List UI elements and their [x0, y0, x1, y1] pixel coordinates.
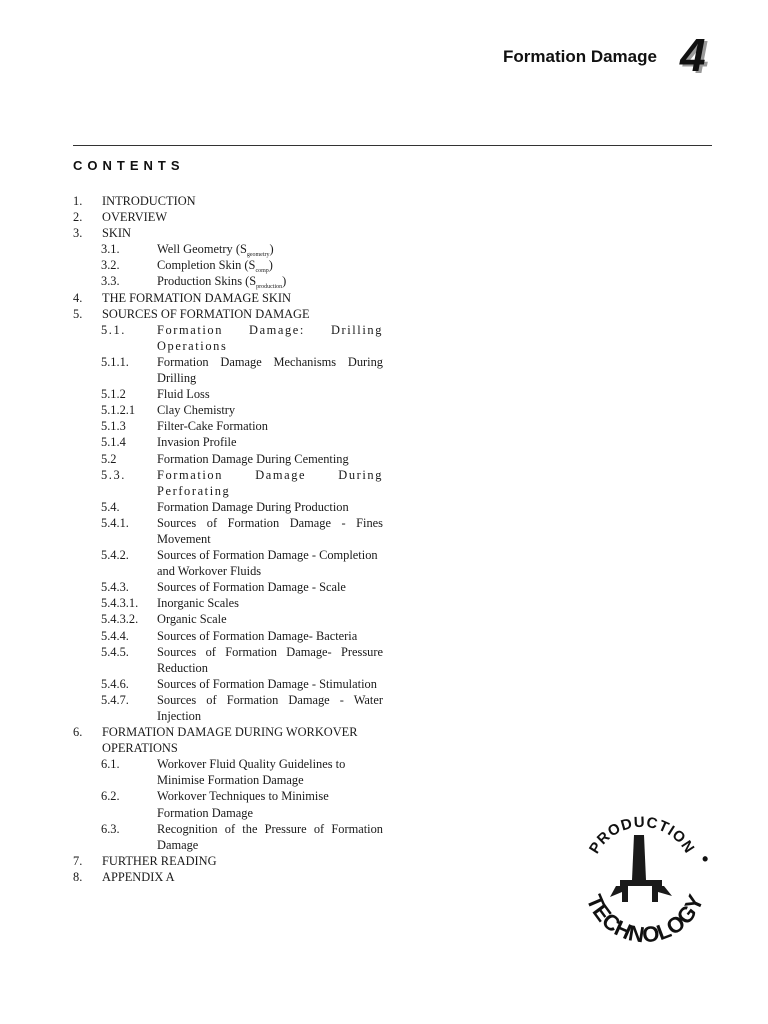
toc-entry-title: Sources of Formation Damage - Completion and Workover Fluids: [157, 548, 378, 579]
toc-entry-number: 7.: [73, 853, 83, 868]
toc-entry-title: OVERVIEW: [102, 210, 168, 225]
toc-entry-title: [157, 257, 383, 273]
toc-entry: [73, 644, 383, 676]
toc-entry: [73, 547, 383, 579]
toc-entry-suffix: ): [269, 242, 274, 257]
toc-entry-number: 5.1.2.1: [101, 403, 136, 418]
toc-entry-title: Sources of Formation Damage - Water Injection: [157, 692, 383, 723]
toc-entry-title: Clay Chemistry: [157, 403, 236, 418]
toc-entry-number: 5.4.5.: [101, 644, 129, 659]
toc-entry-title: FURTHER READING: [102, 853, 217, 868]
toc-entry-number: 2.: [73, 210, 83, 225]
toc-entry: [73, 692, 383, 724]
chapter-number: 4: [680, 29, 706, 81]
toc-entry-number: 3.1.: [101, 242, 120, 257]
toc-entry: [73, 451, 383, 467]
toc-entry-title: Organic Scale: [157, 612, 227, 627]
toc-entry-suffix: ): [282, 274, 287, 289]
toc-entry: [73, 354, 383, 386]
toc-entry-title: SOURCES OF FORMATION DAMAGE: [102, 306, 310, 321]
toc-entry: [73, 322, 383, 354]
toc-entry-number: 5.4.4.: [101, 628, 129, 643]
toc-entry-title: Formation Damage During Cementing: [157, 451, 349, 466]
toc-entry-title: INTRODUCTION: [102, 194, 196, 208]
toc-entry-number: 6.: [73, 725, 83, 740]
toc-entry-title: Filter-Cake Formation: [157, 419, 268, 434]
toc-entry: [73, 273, 383, 289]
toc-entry-number: 6.1.: [101, 757, 120, 772]
toc-entry-title: Workover Fluid Quality Guidelines to Minimise Formation Damage: [157, 757, 346, 788]
derrick-icon: [610, 835, 672, 902]
toc-entry: [73, 821, 383, 853]
toc-entry-number: 5.4.6.: [101, 676, 129, 691]
toc-entry-title: Formation Damage During Production: [157, 499, 349, 514]
toc-entry: [73, 257, 383, 273]
toc-entry: [73, 724, 383, 756]
toc-entry: [73, 499, 383, 515]
toc-entry-text: Completion Skin (S: [157, 258, 256, 273]
subscript: comp: [255, 268, 269, 275]
toc-entry-number: 5.4.7.: [101, 692, 129, 707]
toc-entry-number: 5.4.: [101, 499, 120, 514]
subscript: production: [256, 284, 283, 291]
toc-entry: [73, 595, 383, 611]
toc-entry-number: 3.2.: [101, 258, 120, 273]
svg-text:TECHNOLOGY: [582, 891, 709, 948]
logo-bottom-text: TECHNOLOGY: [581, 890, 709, 948]
toc-entry: [73, 241, 383, 257]
toc-entry-text: Well Geometry (S: [157, 242, 247, 257]
toc-entry-title: Formation Damage Mechanisms During Drilling: [157, 354, 383, 386]
toc-entry-title: Sources of Formation Damage - Stimulation: [157, 676, 377, 691]
toc-entry: [73, 467, 383, 499]
toc-entry-title: Formation Damage: Drilling Operations: [157, 322, 383, 353]
table-of-contents: [73, 193, 383, 885]
toc-entry-title: Inorganic Scales: [157, 596, 240, 611]
logo-top-text: PRODUCTION: [585, 813, 698, 857]
toc-entry: [73, 306, 383, 322]
toc-entry-number: 5.4.1.: [101, 515, 129, 530]
toc-entry-title: Fluid Loss: [157, 387, 210, 402]
toc-entry: [73, 676, 383, 692]
toc-entry: [73, 434, 383, 450]
toc-entry-number: 3.3.: [101, 274, 120, 289]
toc-entry-number: 5.1.3: [101, 419, 126, 434]
toc-entry: [73, 386, 383, 402]
toc-entry-title: Sources of Formation Damage- Bacteria: [157, 628, 358, 643]
toc-entry: [73, 402, 383, 418]
production-technology-logo: [570, 805, 720, 965]
toc-entry: [73, 756, 383, 788]
toc-entry-number: 6.2.: [101, 789, 120, 804]
header-title: Formation Damage: [503, 47, 657, 66]
toc-entry-title: THE FORMATION DAMAGE SKIN: [102, 290, 291, 305]
toc-entry-number: 1.: [73, 194, 83, 208]
toc-entry-number: 5.1.1.: [101, 354, 129, 369]
toc-entry: [73, 579, 383, 595]
header-rule: [73, 145, 712, 146]
toc-entry: [73, 628, 383, 644]
toc-entry-number: 5.4.3.2.: [101, 612, 139, 627]
toc-entry-number: 5.1.4: [101, 435, 126, 450]
toc-entry-number: 5.3.: [101, 467, 126, 482]
subscript: geometry: [246, 252, 270, 259]
toc-entry: [73, 225, 383, 241]
toc-entry-title: [157, 241, 383, 257]
toc-entry-title: [157, 273, 383, 289]
toc-entry-number: 5.: [73, 306, 83, 321]
logo-separator: •: [702, 849, 709, 869]
toc-entry: [73, 193, 383, 209]
toc-entry-title: Workover Techniques to Minimise Formation Damage: [157, 789, 329, 820]
toc-entry-number: 5.1.2: [101, 387, 126, 402]
toc-entry-number: 5.4.3.1.: [101, 596, 139, 611]
toc-entry: [73, 418, 383, 434]
toc-entry: [73, 290, 383, 306]
toc-entry-number: 4.: [73, 290, 83, 305]
toc-entry-number: 8.: [73, 869, 83, 884]
toc-entry-title: Recognition of the Pressure of Formation Damage: [157, 821, 383, 852]
toc-entry-title: Sources of Formation Damage - Scale: [157, 580, 346, 595]
toc-entry-number: 3.: [73, 226, 83, 241]
toc-entry: [73, 209, 383, 225]
toc-entry: [73, 788, 383, 820]
toc-entry-number: 5.2: [101, 451, 117, 466]
toc-entry-number: 5.4.3.: [101, 580, 129, 595]
toc-entry: [73, 611, 383, 627]
toc-entry-title: Sources of Formation Damage - Fines Movement: [157, 515, 383, 546]
toc-entry-number: 6.3.: [101, 821, 120, 836]
toc-entry: [73, 515, 383, 547]
toc-entry-title: Sources of Formation Damage- Pressure Reduction: [157, 644, 383, 675]
toc-entry-title: APPENDIX A: [102, 869, 175, 884]
toc-entry-suffix: ): [268, 258, 273, 273]
toc-entry-number: 5.1.: [101, 322, 126, 337]
toc-entry: [73, 869, 383, 885]
toc-entry-title: Invasion Profile: [157, 435, 237, 450]
toc-entry-title: SKIN: [102, 226, 131, 241]
toc-entry-text: Production Skins (S: [157, 274, 257, 289]
toc-entry-title: FORMATION DAMAGE DURING WORKOVER OPERATIONS: [102, 725, 358, 756]
toc-entry-number: 5.4.2.: [101, 548, 129, 563]
toc-entry: [73, 853, 383, 869]
toc-entry-title: Formation Damage During Perforating: [157, 467, 383, 498]
contents-heading: CONTENTS: [73, 158, 185, 173]
